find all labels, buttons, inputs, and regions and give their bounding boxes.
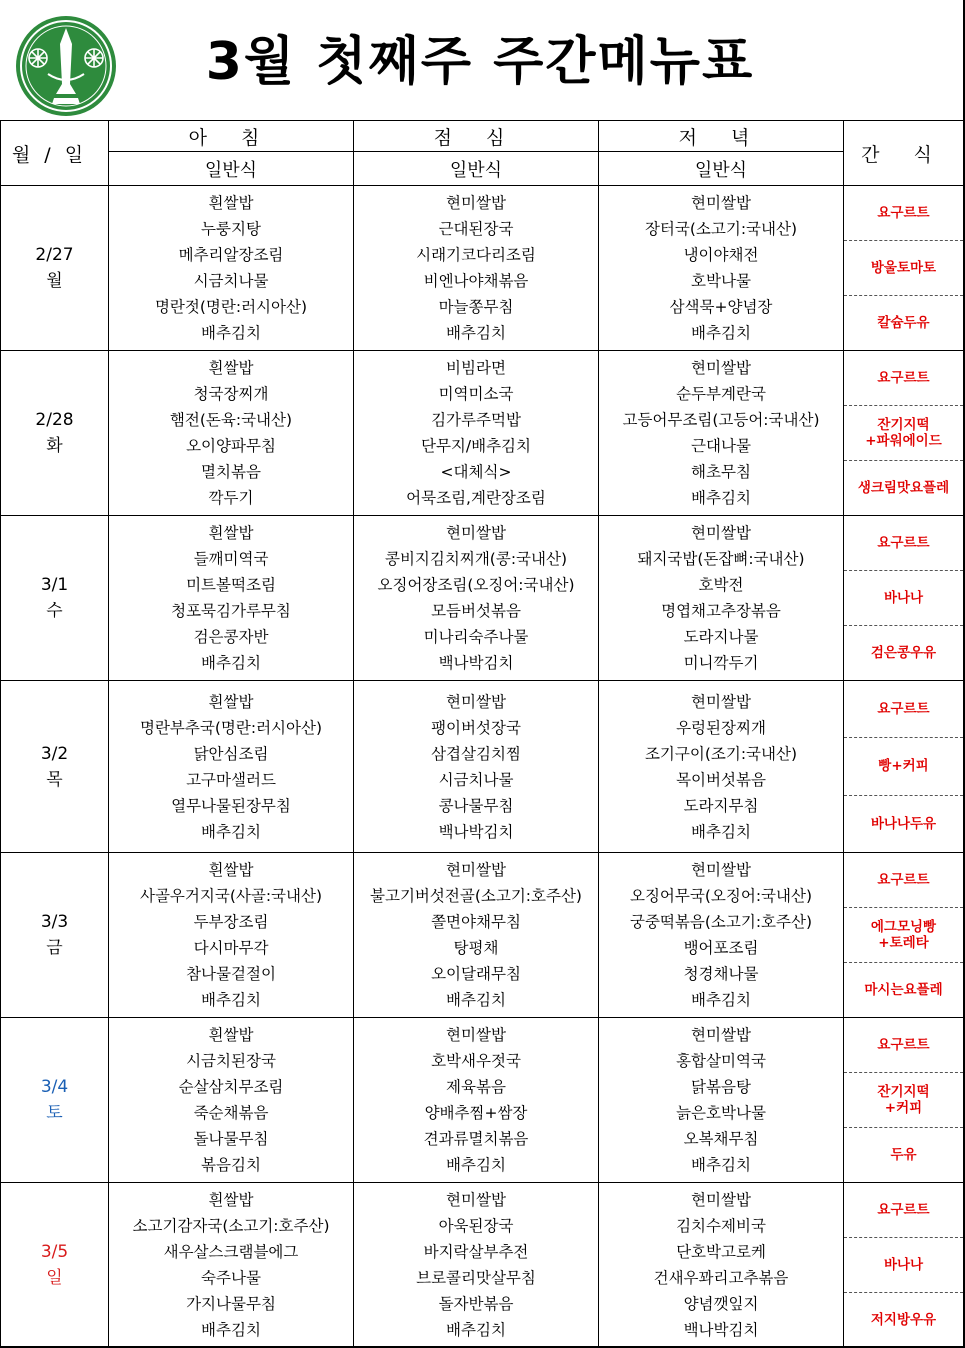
breakfast-cell xyxy=(109,1018,354,1183)
lunch-cell xyxy=(354,853,599,1018)
dinner-item: 근대나물 xyxy=(691,437,751,455)
day-date: 2/27 xyxy=(35,245,74,265)
lunch-item: 콩비지김치찌개(콩:국내산) xyxy=(384,550,568,568)
day-date-cell xyxy=(1,1018,109,1183)
dinner-cell xyxy=(599,1183,844,1348)
lunch-item: 배추김치 xyxy=(446,1321,506,1339)
day-rows xyxy=(1,186,964,1348)
breakfast-cell xyxy=(109,351,354,516)
breakfast-item: 배추김치 xyxy=(201,654,261,672)
dinner-item: 오복채무침 xyxy=(683,1130,759,1148)
day-date-cell xyxy=(1,516,109,681)
lunch-item: 미역미소국 xyxy=(438,385,514,403)
lunch-item: 현미쌀밥 xyxy=(446,194,506,212)
breakfast-item: 누룽지탕 xyxy=(201,220,261,238)
breakfast-item: 흰쌀밥 xyxy=(208,524,254,542)
lunch-cell xyxy=(354,681,599,853)
breakfast-item: 시금치나물 xyxy=(193,272,269,290)
header-lunch: 점 심 xyxy=(354,121,599,152)
lunch-item: 브로콜리맛살무침 xyxy=(416,1269,536,1287)
day-date: 3/1 xyxy=(40,575,69,595)
breakfast-item: 흰쌀밥 xyxy=(208,861,254,879)
lunch-item: 백나박김치 xyxy=(438,822,514,841)
snack-item: 요구르트 xyxy=(844,1183,963,1238)
lunch-item: 근대된장국 xyxy=(438,220,514,238)
day-weekday: 목 xyxy=(46,769,63,790)
dinner-item: 현미쌀밥 xyxy=(691,1026,751,1044)
breakfast-item: 닭안심조림 xyxy=(193,744,269,763)
lunch-item: 배추김치 xyxy=(446,991,506,1009)
header-breakfast-sub: 일반식 xyxy=(109,152,354,186)
dinner-item: 건새우꽈리고추볶음 xyxy=(653,1269,789,1287)
breakfast-item: 배추김치 xyxy=(201,324,261,342)
dinner-cell xyxy=(599,681,844,853)
dinner-item: 고등어무조림(고등어:국내산) xyxy=(622,411,820,429)
lunch-item: 시금치나물 xyxy=(438,770,514,789)
lunch-cell xyxy=(354,1183,599,1348)
lunch-item: 콩나물무침 xyxy=(438,796,514,815)
day-weekday: 토 xyxy=(46,1103,63,1123)
day-date: 3/5 xyxy=(40,1242,69,1262)
snack-item: 잔기지떡 +파워에이드 xyxy=(844,406,963,461)
lunch-item: 호박새우젓국 xyxy=(431,1052,521,1070)
snack-item: 방울토마토 xyxy=(844,241,963,296)
breakfast-item: 소고기감자국(소고기:호주산) xyxy=(132,1217,330,1235)
breakfast-item: 메추리알장조림 xyxy=(178,246,284,264)
dinner-item: 명엽채고추장볶음 xyxy=(661,602,781,620)
dinner-item: 늙은호박나물 xyxy=(676,1104,766,1122)
breakfast-cell xyxy=(109,1183,354,1348)
breakfast-item: 사골우거지국(사골:국내산) xyxy=(139,887,323,905)
lunch-item: 탕평채 xyxy=(453,939,499,957)
day-row xyxy=(1,853,964,1018)
breakfast-item: 숙주나물 xyxy=(201,1269,261,1287)
dinner-item: 배추김치 xyxy=(691,1156,751,1174)
dinner-item: 도라지무침 xyxy=(683,796,759,815)
dinner-item: 우렁된장찌개 xyxy=(676,718,766,737)
lunch-item: <대체식> xyxy=(440,463,512,481)
header-snack: 간 식 xyxy=(844,121,964,186)
lunch-item: 비빔라면 xyxy=(446,359,506,377)
snack-item: 칼슘두유 xyxy=(877,315,930,331)
breakfast-item: 배추김치 xyxy=(201,1321,261,1339)
snack-cell xyxy=(844,681,964,853)
day-row xyxy=(1,186,964,351)
dinner-cell xyxy=(599,853,844,1018)
lunch-item: 견과류멸치볶음 xyxy=(423,1130,529,1148)
breakfast-item: 미트볼떡조림 xyxy=(186,576,276,594)
breakfast-item: 햄전(돈육:국내산) xyxy=(169,411,293,429)
snack-item: 요구르트 xyxy=(844,186,963,241)
breakfast-item: 새우살스크램블에그 xyxy=(163,1243,299,1261)
lunch-item: 오이달래무침 xyxy=(431,965,521,983)
breakfast-item: 열무나물된장무침 xyxy=(171,796,291,815)
lunch-item: 비엔나야채볶음 xyxy=(423,272,529,290)
breakfast-item: 깍두기 xyxy=(208,489,254,507)
snack-item: 바나나 xyxy=(844,571,963,626)
breakfast-item: 흰쌀밥 xyxy=(208,359,254,377)
day-date-cell xyxy=(1,1183,109,1348)
day-row xyxy=(1,516,964,681)
dinner-item: 배추김치 xyxy=(691,324,751,342)
lunch-cell xyxy=(354,516,599,681)
breakfast-item: 순살삼치무조림 xyxy=(178,1078,284,1096)
day-date-cell xyxy=(1,351,109,516)
snack-item: 바나나 xyxy=(844,1238,963,1293)
breakfast-item: 시금치된장국 xyxy=(186,1052,276,1070)
breakfast-item: 흰쌀밥 xyxy=(208,1191,254,1209)
emblem-logo xyxy=(14,14,118,118)
breakfast-item: 명란젓(명란:러시아산) xyxy=(154,298,308,316)
breakfast-cell xyxy=(109,516,354,681)
dinner-item: 배추김치 xyxy=(691,991,751,1009)
snack-item: 검은콩우유 xyxy=(870,645,937,661)
snack-list xyxy=(844,186,963,350)
breakfast-item: 돌나물무침 xyxy=(193,1130,269,1148)
dinner-item: 호박나물 xyxy=(691,272,751,290)
lunch-item: 쫄면야채무침 xyxy=(431,913,521,931)
dinner-item: 장터국(소고기:국내산) xyxy=(644,220,798,238)
lunch-item: 아욱된장국 xyxy=(438,1217,514,1235)
dinner-cell xyxy=(599,186,844,351)
snack-item: 잔기지떡 +커피 xyxy=(844,1073,963,1128)
snack-cell xyxy=(844,186,964,351)
lunch-item: 마늘쫑무침 xyxy=(438,298,514,316)
breakfast-item: 들깨미역국 xyxy=(193,550,269,568)
snack-cell xyxy=(844,1018,964,1183)
header-dinner-sub: 일반식 xyxy=(599,152,844,186)
breakfast-item: 배추김치 xyxy=(201,822,261,841)
lunch-item: 양배추찜+쌈장 xyxy=(424,1104,528,1122)
snack-item: 요구르트 xyxy=(844,853,963,908)
lunch-item: 어묵조림,계란장조림 xyxy=(406,489,546,507)
header-breakfast: 아 침 xyxy=(109,121,354,152)
snack-item: 마시는요플레 xyxy=(864,982,943,998)
breakfast-item: 가지나물무침 xyxy=(186,1295,276,1313)
dinner-item: 김치수제비국 xyxy=(676,1217,766,1235)
snack-item: 요구르트 xyxy=(844,681,963,738)
day-weekday: 일 xyxy=(46,1268,63,1288)
lunch-item: 백나박김치 xyxy=(438,654,514,672)
dinner-item: 해초무침 xyxy=(691,463,751,481)
snack-cell xyxy=(844,1183,964,1348)
snack-item: 두유 xyxy=(890,1147,917,1163)
lunch-item: 삼겹살김치찜 xyxy=(431,744,521,763)
day-date-cell xyxy=(1,186,109,351)
breakfast-item: 흰쌀밥 xyxy=(208,194,254,212)
dinner-cell xyxy=(599,1018,844,1183)
dinner-item: 현미쌀밥 xyxy=(691,359,751,377)
dinner-item: 닭볶음탕 xyxy=(691,1078,751,1096)
breakfast-item: 흰쌀밥 xyxy=(208,1026,254,1044)
lunch-item: 팽이버섯장국 xyxy=(431,718,521,737)
breakfast-item: 명란부추국(명란:러시아산) xyxy=(139,718,323,737)
dinner-cell xyxy=(599,516,844,681)
breakfast-cell xyxy=(109,853,354,1018)
header-row-diet xyxy=(1,152,964,186)
dinner-cell xyxy=(599,351,844,516)
lunch-item: 배추김치 xyxy=(446,1156,506,1174)
dinner-item: 배추김치 xyxy=(691,822,751,841)
snack-list xyxy=(844,351,963,515)
dinner-item: 삼색묵+양념장 xyxy=(669,298,773,316)
snack-list xyxy=(844,681,963,852)
day-weekday: 수 xyxy=(46,601,63,621)
snack-item: 에그모닝빵 +토레타 xyxy=(844,908,963,963)
day-row xyxy=(1,1183,964,1348)
lunch-cell xyxy=(354,186,599,351)
snack-item: 빵+커피 xyxy=(844,738,963,795)
snack-item: 요구르트 xyxy=(844,516,963,571)
weekly-menu-table xyxy=(0,120,964,1348)
dinner-item: 순두부계란국 xyxy=(676,385,766,403)
dinner-item: 현미쌀밥 xyxy=(691,861,751,879)
breakfast-item: 두부장조림 xyxy=(193,913,269,931)
dinner-item: 도라지나물 xyxy=(683,628,759,646)
breakfast-item: 다시마무각 xyxy=(193,939,269,957)
snack-cell xyxy=(844,516,964,681)
snack-item: 요구르트 xyxy=(844,351,963,406)
lunch-item: 단무지/배추김치 xyxy=(420,437,532,455)
day-weekday: 금 xyxy=(46,938,63,958)
breakfast-item: 배추김치 xyxy=(201,991,261,1009)
header-dinner: 저 녁 xyxy=(599,121,844,152)
breakfast-item: 오이양파무침 xyxy=(186,437,276,455)
lunch-item: 바지락살부추전 xyxy=(423,1243,529,1261)
lunch-item: 시래기코다리조림 xyxy=(416,246,536,264)
breakfast-item: 검은콩자반 xyxy=(193,628,269,646)
header-lunch-sub: 일반식 xyxy=(354,152,599,186)
breakfast-item: 청국장찌개 xyxy=(193,385,269,403)
snack-item: 저지방우유 xyxy=(870,1312,937,1328)
dinner-item: 냉이야채전 xyxy=(683,246,759,264)
breakfast-item: 죽순채볶음 xyxy=(193,1104,269,1122)
dinner-item: 청경채나물 xyxy=(683,965,759,983)
lunch-item: 돌자반볶음 xyxy=(438,1295,514,1313)
breakfast-item: 참나물겉절이 xyxy=(186,965,276,983)
day-date-cell xyxy=(1,853,109,1018)
lunch-item: 현미쌀밥 xyxy=(446,861,506,879)
lunch-cell xyxy=(354,1018,599,1183)
dinner-item: 뱅어포조림 xyxy=(683,939,759,957)
day-row xyxy=(1,681,964,853)
dinner-item: 목이버섯볶음 xyxy=(676,770,766,789)
lunch-item: 제육볶음 xyxy=(446,1078,506,1096)
day-row xyxy=(1,1018,964,1183)
lunch-item: 모듬버섯볶음 xyxy=(431,602,521,620)
snack-item: 바나나두유 xyxy=(870,815,937,832)
lunch-item: 배추김치 xyxy=(446,324,506,342)
header-date: 월/일 xyxy=(1,121,109,186)
dinner-item: 오징어무국(오징어:국내산) xyxy=(629,887,813,905)
snack-list xyxy=(844,853,963,1017)
dinner-item: 백나박김치 xyxy=(683,1321,759,1339)
lunch-item: 오징어장조림(오징어:국내산) xyxy=(377,576,575,594)
page-title: 3월 첫째주 주간메뉴표 xyxy=(205,32,755,92)
lunch-item: 현미쌀밥 xyxy=(446,692,506,711)
lunch-item: 미나리숙주나물 xyxy=(423,628,529,646)
page-header xyxy=(0,0,963,118)
lunch-cell xyxy=(354,351,599,516)
day-date-cell xyxy=(1,681,109,853)
lunch-item: 현미쌀밥 xyxy=(446,524,506,542)
breakfast-cell xyxy=(109,186,354,351)
header-row-meals xyxy=(1,121,964,152)
snack-item: 요구르트 xyxy=(844,1018,963,1073)
dinner-item: 현미쌀밥 xyxy=(691,692,751,711)
snack-cell xyxy=(844,853,964,1018)
snack-list xyxy=(844,1183,963,1347)
dinner-item: 호박전 xyxy=(698,576,744,594)
dinner-item: 궁중떡볶음(소고기:호주산) xyxy=(629,913,813,931)
dinner-item: 홍합살미역국 xyxy=(676,1052,766,1070)
breakfast-item: 볶음김치 xyxy=(201,1156,261,1174)
day-weekday: 월 xyxy=(46,271,63,291)
dinner-item: 현미쌀밥 xyxy=(691,194,751,212)
dinner-item: 현미쌀밥 xyxy=(691,1191,751,1209)
breakfast-item: 흰쌀밥 xyxy=(208,692,254,711)
snack-cell xyxy=(844,351,964,516)
breakfast-item: 고구마샐러드 xyxy=(186,770,276,789)
snack-item: 생크림맛요플레 xyxy=(857,480,950,496)
dinner-item: 돼지국밥(돈잡뼈:국내산) xyxy=(637,550,805,568)
day-row xyxy=(1,351,964,516)
snack-list xyxy=(844,516,963,680)
day-date: 2/28 xyxy=(35,410,74,430)
dinner-item: 배추김치 xyxy=(691,489,751,507)
lunch-item: 현미쌀밥 xyxy=(446,1191,506,1209)
dinner-item: 현미쌀밥 xyxy=(691,524,751,542)
dinner-item: 조기구이(조기:국내산) xyxy=(644,744,798,763)
lunch-item: 현미쌀밥 xyxy=(446,1026,506,1044)
breakfast-cell xyxy=(109,681,354,853)
day-weekday: 화 xyxy=(46,436,63,456)
dinner-item: 단호박고로케 xyxy=(676,1243,766,1261)
day-date: 3/4 xyxy=(40,1077,69,1097)
dinner-item: 미니깍두기 xyxy=(683,654,759,672)
day-date: 3/2 xyxy=(40,743,69,764)
snack-list xyxy=(844,1018,963,1182)
lunch-item: 불고기버섯전골(소고기:호주산) xyxy=(370,887,582,905)
breakfast-item: 멸치볶음 xyxy=(201,463,261,481)
breakfast-item: 청포묵김가루무침 xyxy=(171,602,291,620)
dinner-item: 양념깻잎지 xyxy=(683,1295,759,1313)
day-date: 3/3 xyxy=(40,912,69,932)
lunch-item: 김가루주먹밥 xyxy=(431,411,521,429)
